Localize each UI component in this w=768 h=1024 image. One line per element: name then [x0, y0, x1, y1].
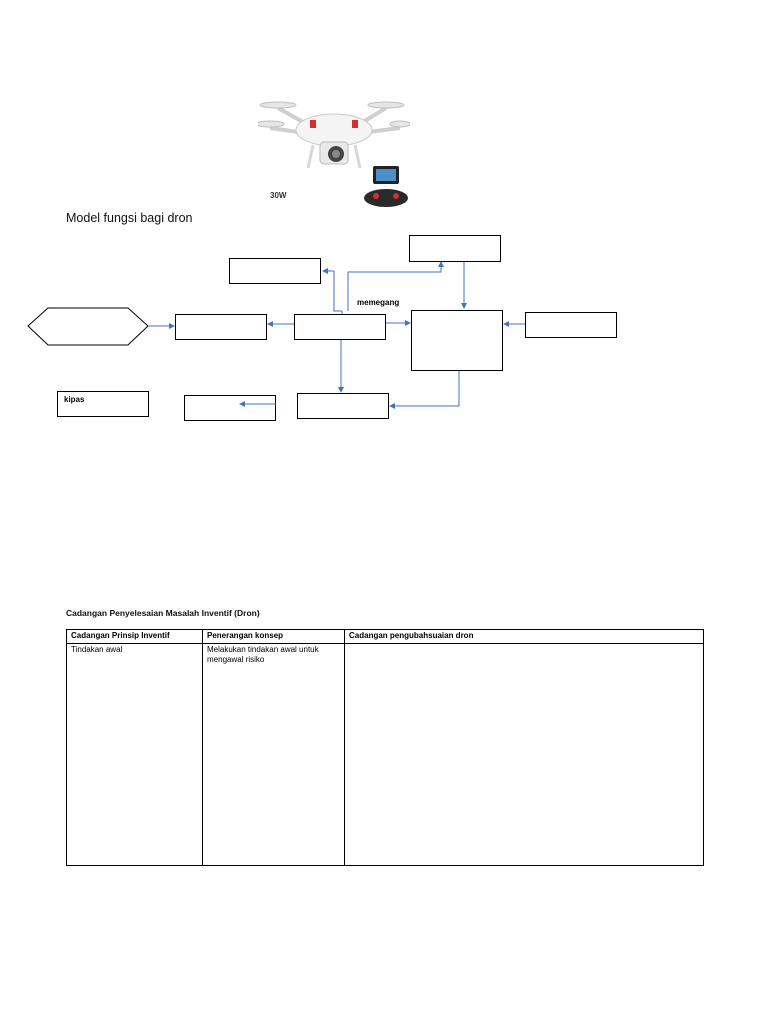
header-concept: Penerangan konsep: [203, 630, 345, 644]
arrow-main-to-bottom-center: [390, 371, 459, 406]
cell-concept: Melakukan tindakan awal untuk mengawal risiko: [203, 644, 345, 866]
fan-box-label: kipas: [64, 395, 85, 404]
center-box: [294, 314, 386, 340]
main-controller-box: [411, 310, 503, 371]
diagram-heading: Model fungsi bagi dron: [66, 211, 193, 225]
table-header-row: [67, 630, 704, 644]
arrow-center-to-upper-left-box: [323, 271, 342, 314]
header-modification: Cadangan pengubahsuaian dron: [345, 630, 704, 644]
cell-modification[interactable]: [345, 644, 704, 866]
table-row: [67, 644, 704, 866]
table-title: Cadangan Penyelesaian Masalah Inventif (Dron): [66, 608, 260, 618]
right-input-box: [525, 312, 617, 338]
bottom-center-box: [297, 393, 389, 419]
top-right-box: [409, 235, 501, 262]
photo-caption: 30W: [270, 191, 287, 200]
left-middle-box: [175, 314, 267, 340]
bottom-left-box: [184, 395, 276, 421]
header-principle: Cadangan Prinsip Inventif: [67, 630, 203, 644]
fan-box: [57, 391, 149, 417]
drone-photo: [258, 90, 410, 212]
cell-principle: Tindakan awal: [67, 644, 203, 866]
start-hexagon: [28, 308, 148, 345]
upper-left-box: [229, 258, 321, 284]
inventive-solution-table: [66, 629, 704, 866]
edge-label-holding: memegang: [357, 298, 400, 307]
